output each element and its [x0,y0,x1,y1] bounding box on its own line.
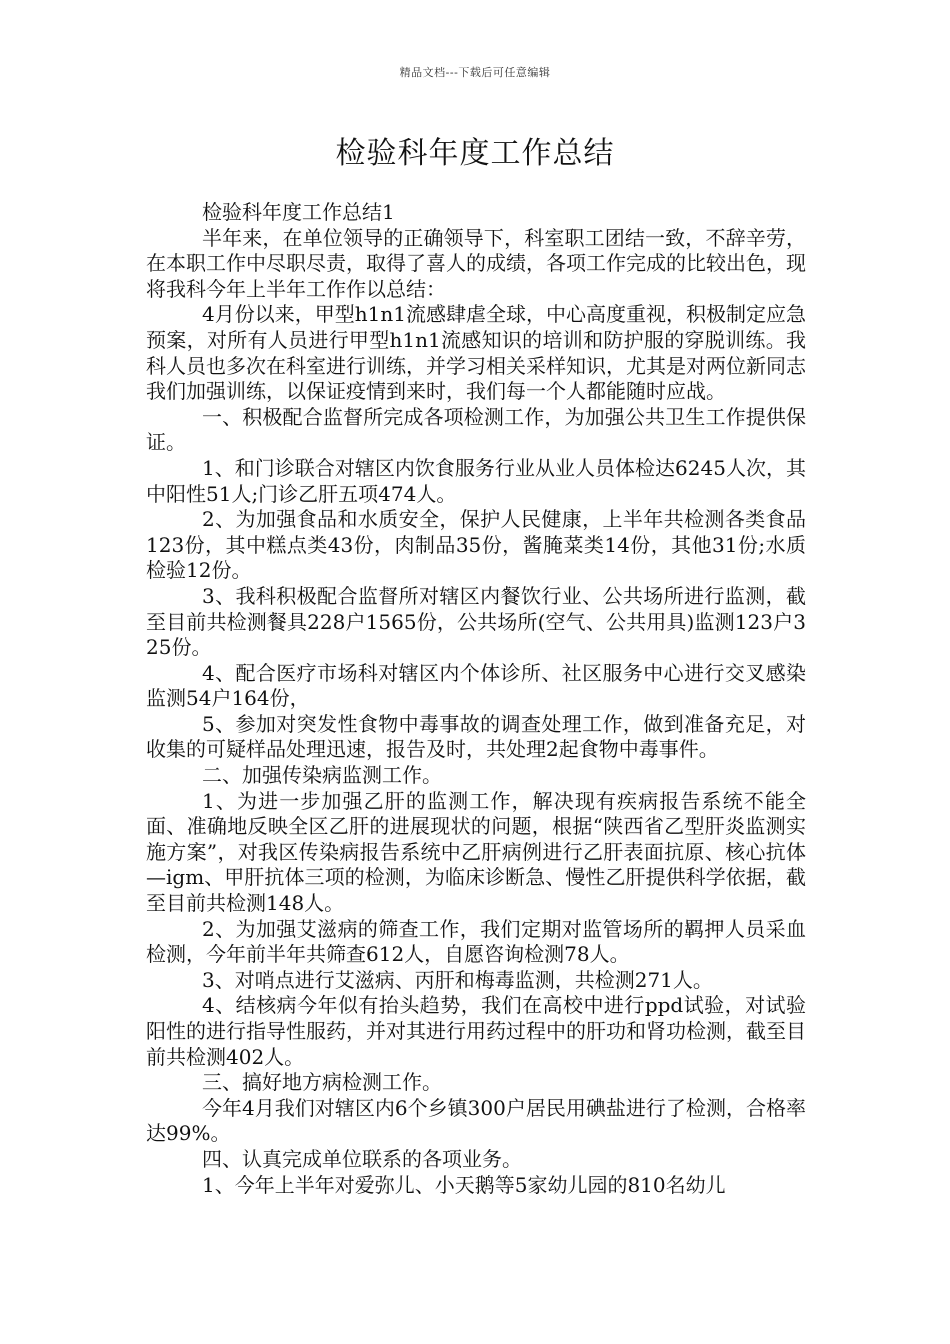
paragraph: 半年来，在单位领导的正确领导下，科室职工团结一致，不辞辛劳，在本职工作中尽职尽责，取得了喜人的成绩，各项工作完成的比较出色，现将我科今年上半年工作作以总结： [146,225,806,301]
paragraph: 1、和门诊联合对辖区内饮食服务行业从业人员体检达6245人次，其中阳性51人;门诊乙肝五项474人。 [146,455,806,506]
section-heading: 一、积极配合监督所完成各项检测工作，为加强公共卫生工作提供保证。 [146,404,806,455]
paragraph: 今年4月我们对辖区内6个乡镇300户居民用碘盐进行了检测，合格率达99%。 [146,1095,806,1146]
paragraph: 2、为加强食品和水质安全，保护人民健康，上半年共检测各类食品123份，其中糕点类43份，肉制品35份，酱腌菜类14份，其他31份;水质检验12份。 [146,507,806,583]
section-heading: 三、搞好地方病检测工作。 [202,1070,442,1095]
paragraph: 1、为进一步加强乙肝的监测工作，解决现有疾病报告系统不能全面、准确地反映全区乙肝的进展现状的问题，根据“陕西省乙型肝炎监测实施方案”，对我区传染病报告系统中乙肝病例进行乙肝表面抗原、核心抗体—igm、甲肝抗体三项的检测，为临床诊断急、慢性乙肝提供科学依据，截至目前共检测148人。 [146,788,806,916]
page-header-watermark: 精品文档---下载后可任意编辑 [399,66,551,79]
paragraph: 4、结核病今年似有抬头趋势，我们在高校中进行ppd试验，对试验阳性的进行指导性服药，并对其进行用药过程中的肝功和肾功检测，截至目前共检测402人。 [146,993,806,1069]
document-body [146,200,806,1198]
section-heading: 二、加强传染病监测工作。 [202,763,442,788]
document-title: 检验科年度工作总结 [335,136,615,171]
paragraph: 2、为加强艾滋病的筛查工作，我们定期对监管场所的羁押人员采血检测，今年前半年共筛查612人，自愿咨询检测78人。 [146,916,806,967]
paragraph: 5、参加对突发性食物中毒事故的调查处理工作，做到准备充足，对收集的可疑样品处理迅速，报告及时，共处理2起食物中毒事件。 [146,711,806,762]
paragraph: 3、我科积极配合监督所对辖区内餐饮行业、公共场所进行监测，截至目前共检测餐具228户1565份，公共场所(空气、公共用具)监测123户325份。 [146,583,806,660]
paragraph: 3、对哨点进行艾滋病、丙肝和梅毒监测，共检测271人。 [202,967,713,992]
paragraph: 4月份以来，甲型h1n1流感肆虐全球，中心高度重视，积极制定应急预案，对所有人员进行甲型h1n1流感知识的培训和防护服的穿脱训练。我科人员也多次在科室进行训练，并学习相关采样知识，尤其是对两位新同志我们加强训练，以保证疫情到来时，我们每一个人都能随时应战。 [146,302,806,404]
paragraph: 检验科年度工作总结1 [202,200,395,224]
paragraph: 4、配合医疗市场科对辖区内个体诊所、社区服务中心进行交叉感染监测54户164份， [146,660,806,711]
section-heading: 四、认真完成单位联系的各项业务。 [202,1146,522,1171]
paragraph: 1、今年上半年对爱弥儿、小天鹅等5家幼儿园的810名幼儿 [202,1172,726,1197]
